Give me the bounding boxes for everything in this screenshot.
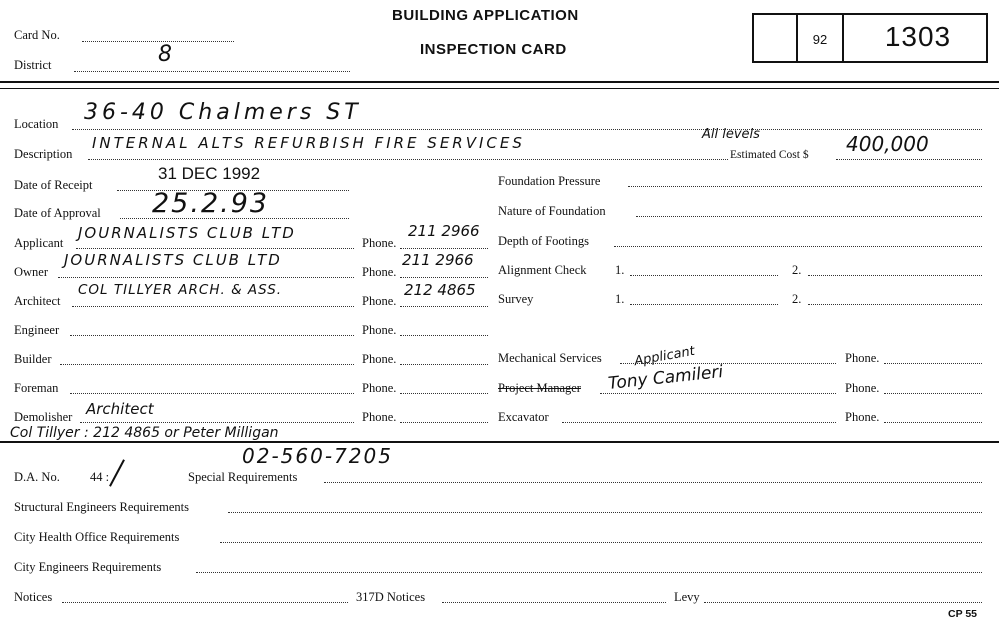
header-divider: [0, 81, 999, 83]
description-label: Description: [14, 147, 73, 161]
alignment-check-label: Alignment Check: [498, 263, 587, 277]
special-requirements-line: [324, 482, 982, 483]
demolisher-phone-line: [400, 422, 488, 423]
mechanical-phone-line: [884, 363, 982, 364]
alignment-line-2: [808, 275, 982, 276]
date-of-receipt-label: Date of Receipt: [14, 178, 93, 192]
excavator-phone-line: [884, 422, 982, 423]
applicant-value: JOURNALISTS CLUB LTD: [78, 224, 296, 242]
nature-of-foundation-line: [636, 216, 982, 217]
district-line: [74, 71, 350, 72]
district-value: 8: [158, 42, 172, 67]
depth-of-footings-line: [614, 246, 982, 247]
project-manager-label: Project Manager: [498, 381, 581, 395]
builder-label: Builder: [14, 352, 52, 366]
owner-label: Owner: [14, 265, 49, 279]
structural-line: [228, 512, 982, 513]
demolisher-value: Architect: [86, 400, 154, 418]
date-of-receipt-stamp: 31 DEC 1992: [158, 164, 261, 183]
city-health-line: [220, 542, 982, 543]
depth-of-footings-label: Depth of Footings: [498, 234, 589, 248]
estimated-cost-value: 400,000: [846, 132, 929, 156]
box-number: 1303: [884, 21, 952, 52]
project-manager-value: Tony Camileri: [607, 362, 725, 394]
header-divider-thin: [0, 88, 999, 89]
special-requirements-label: Special Requirements: [188, 470, 298, 484]
estimated-cost-line: [836, 159, 982, 160]
alignment-num-1: 1.: [615, 263, 625, 277]
date-of-approval-label: Date of Approval: [14, 206, 101, 220]
survey-num-2: 2.: [792, 292, 802, 306]
engineer-label: Engineer: [14, 323, 60, 337]
engineer-phone-line: [400, 335, 488, 336]
excavator-phone-label: Phone.: [845, 410, 880, 424]
alignment-line-1: [630, 275, 778, 276]
card-no-label: Card No.: [14, 28, 60, 42]
applicant-label: Applicant: [14, 236, 64, 250]
foundation-pressure-line: [628, 186, 982, 187]
title-line-2: INSPECTION CARD: [420, 41, 567, 58]
survey-line-1: [630, 304, 778, 305]
card-number-box: [752, 13, 988, 63]
applicant-phone-label: Phone.: [362, 236, 397, 250]
levy-label: Levy: [674, 590, 700, 604]
owner-phone-label: Phone.: [362, 265, 397, 279]
mechanical-services-label: Mechanical Services: [498, 351, 602, 365]
da-no-value: 44 :: [90, 470, 110, 484]
date-of-approval-value: 25.2.93: [152, 188, 270, 219]
structural-label: Structural Engineers Requirements: [14, 500, 189, 514]
demolisher-label: Demolisher: [14, 410, 73, 424]
form-code: CP 55: [948, 608, 977, 620]
notices-line: [62, 602, 348, 603]
foreman-phone-label: Phone.: [362, 381, 397, 395]
description-line: [88, 159, 728, 160]
survey-num-1: 1.: [615, 292, 625, 306]
demolisher-note: Col Tillyer : 212 4865 or Peter Milligan: [10, 425, 279, 441]
box-prefix-cell: [796, 15, 844, 61]
project-manager-phone-line: [884, 393, 982, 394]
foreman-label: Foreman: [14, 381, 59, 395]
demolisher-phone-note: 02-560-7205: [242, 444, 393, 468]
project-manager-line: [600, 393, 836, 394]
city-engineers-label: City Engineers Requirements: [14, 560, 162, 574]
foreman-phone-line: [400, 393, 488, 394]
city-health-label: City Health Office Requirements: [14, 530, 180, 544]
project-manager-phone-label: Phone.: [845, 381, 880, 395]
builder-phone-label: Phone.: [362, 352, 397, 366]
applicant-phone-value: 211 2966: [408, 222, 480, 240]
title-line-1: BUILDING APPLICATION: [392, 7, 579, 24]
architect-phone-label: Phone.: [362, 294, 397, 308]
owner-phone-value: 211 2966: [402, 251, 474, 269]
notices-317d-label: 317D Notices: [356, 590, 426, 604]
architect-label: Architect: [14, 294, 61, 308]
survey-label: Survey: [498, 292, 534, 306]
applicant-line: [76, 248, 354, 249]
demolisher-line: [80, 422, 354, 423]
foundation-pressure-label: Foundation Pressure: [498, 174, 601, 188]
district-label: District: [14, 58, 52, 72]
applicant-phone-line: [400, 248, 488, 249]
survey-line-2: [808, 304, 982, 305]
foreman-line: [70, 393, 354, 394]
owner-value: JOURNALISTS CLUB LTD: [64, 251, 282, 269]
excavator-line: [562, 422, 836, 423]
description-value: INTERNAL ALTS REFURBISH FIRE SERVICES: [92, 134, 525, 152]
notices-317d-line: [442, 602, 666, 603]
alignment-num-2: 2.: [792, 263, 802, 277]
excavator-label: Excavator: [498, 410, 549, 424]
architect-phone-line: [400, 306, 488, 307]
lower-divider: [0, 441, 999, 443]
estimated-cost-label: Estimated Cost $: [730, 149, 809, 161]
location-line: [72, 129, 982, 130]
notices-label: Notices: [14, 590, 53, 604]
nature-of-foundation-label: Nature of Foundation: [498, 204, 606, 218]
owner-phone-line: [400, 277, 488, 278]
description-extra: All levels: [702, 127, 760, 142]
engineer-line: [70, 335, 354, 336]
da-no-label: D.A. No.: [14, 470, 60, 484]
levy-line: [704, 602, 982, 603]
city-engineers-line: [196, 572, 982, 573]
location-label: Location: [14, 117, 59, 131]
demolisher-phone-label: Phone.: [362, 410, 397, 424]
mechanical-phone-label: Phone.: [845, 351, 880, 365]
architect-value: COL TILLYER ARCH. & ASS.: [78, 282, 283, 298]
builder-line: [60, 364, 354, 365]
da-slash-mark: [109, 459, 125, 486]
architect-line: [72, 306, 354, 307]
mechanical-services-value: Applicant: [633, 343, 696, 370]
owner-line: [58, 277, 354, 278]
architect-phone-value: 212 4865: [404, 281, 476, 299]
engineer-phone-label: Phone.: [362, 323, 397, 337]
location-value: 36-40 Chalmers ST: [84, 100, 362, 125]
builder-phone-line: [400, 364, 488, 365]
box-prefix: 92: [812, 32, 828, 47]
